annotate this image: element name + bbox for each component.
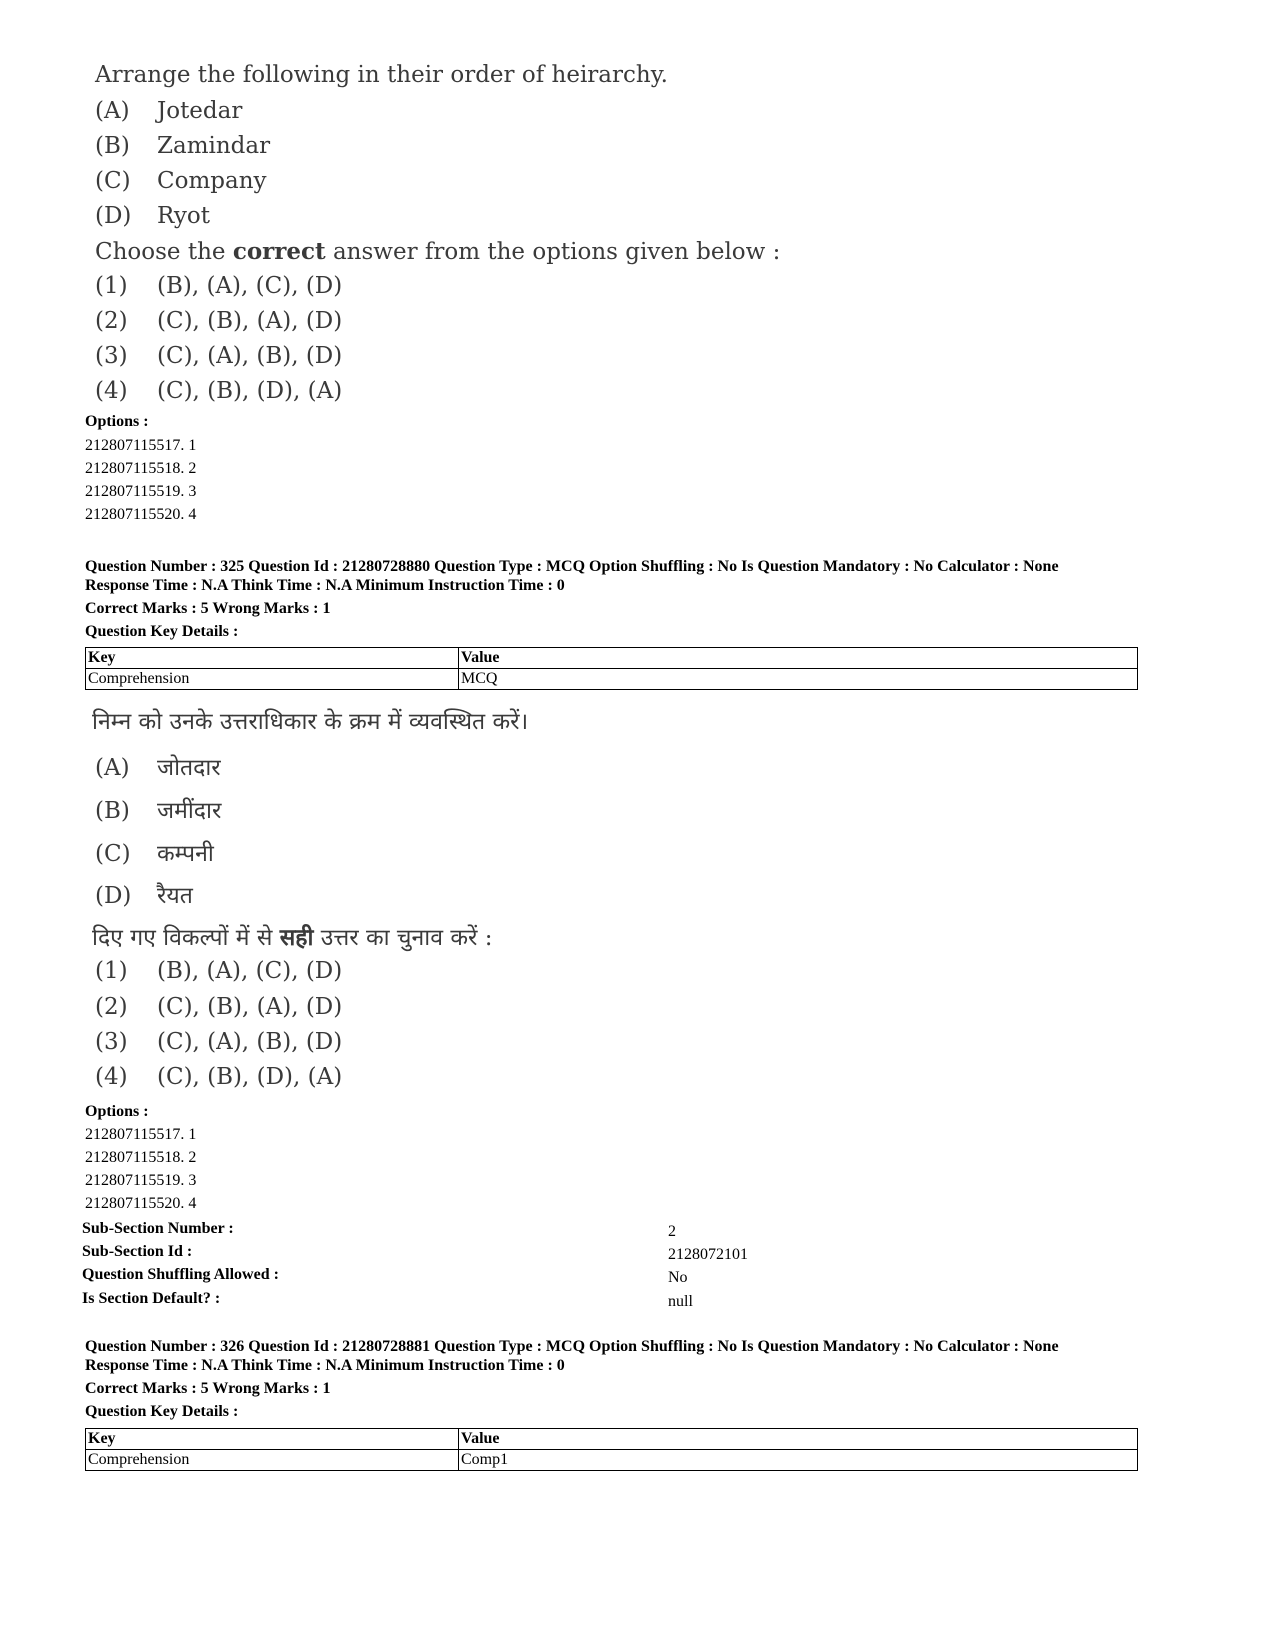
q325-options-heading: Options : bbox=[85, 1103, 149, 1120]
table-cell-key: Comprehension bbox=[86, 1450, 459, 1471]
table-row bbox=[86, 1450, 1138, 1471]
q324-item-c: (C) Company bbox=[95, 168, 267, 194]
q325-key-details-heading: Question Key Details : bbox=[85, 623, 239, 640]
table-row bbox=[86, 669, 1138, 690]
table-cell-key: Comprehension bbox=[86, 669, 459, 690]
table-cell-value: MCQ bbox=[459, 669, 1138, 690]
q326-key-details-heading: Question Key Details : bbox=[85, 1403, 239, 1420]
table-header-value: Value bbox=[459, 648, 1138, 669]
q325-item-a: (A) जोतदार bbox=[95, 755, 221, 781]
q325-option-4: 212807115520. 4 bbox=[85, 1195, 197, 1212]
q324-stem: Arrange the following in their order of heirarchy. bbox=[95, 62, 668, 88]
q325-key-table bbox=[85, 647, 1138, 690]
q325-stem: निम्न को उनके उत्तराधिकार के क्रम में व्यवस्थित करें। bbox=[92, 709, 529, 735]
q325-option-2: 212807115518. 2 bbox=[85, 1149, 197, 1166]
q325-header-line2: Response Time : N.A Think Time : N.A Minimum Instruction Time : 0 bbox=[85, 577, 565, 594]
q324-option-1: 212807115517. 1 bbox=[85, 437, 197, 454]
q325-answer-4: (4) (C), (B), (D), (A) bbox=[95, 1064, 343, 1090]
q324-choose-instruction: Choose the correct answer from the options given below : bbox=[95, 238, 781, 265]
q325-answer-3: (3) (C), (A), (B), (D) bbox=[95, 1029, 343, 1055]
subsection-id-label: Sub-Section Id : bbox=[82, 1243, 193, 1260]
subsection-id-value: 2128072101 bbox=[668, 1246, 748, 1263]
q325-option-3: 212807115519. 3 bbox=[85, 1172, 197, 1189]
section-default-value: null bbox=[668, 1293, 693, 1310]
question-shuffling-label: Question Shuffling Allowed : bbox=[82, 1266, 279, 1283]
question-shuffling-value: No bbox=[668, 1269, 688, 1286]
q325-choose-instruction: दिए गए विकल्पों में से सही उत्तर का चुनाव करें : bbox=[92, 924, 493, 951]
table-cell-value: Comp1 bbox=[459, 1450, 1138, 1471]
q325-item-c: (C) कम्पनी bbox=[95, 841, 214, 867]
table-header-key: Key bbox=[86, 1429, 459, 1450]
q325-option-1: 212807115517. 1 bbox=[85, 1126, 197, 1143]
q324-answer-3: (3) (C), (A), (B), (D) bbox=[95, 343, 343, 369]
q324-answer-4: (4) (C), (B), (D), (A) bbox=[95, 378, 343, 404]
q326-header-line2: Response Time : N.A Think Time : N.A Minimum Instruction Time : 0 bbox=[85, 1357, 565, 1374]
q325-item-b: (B) जमींदार bbox=[95, 798, 222, 824]
q325-marks: Correct Marks : 5 Wrong Marks : 1 bbox=[85, 600, 331, 617]
table-row bbox=[86, 1429, 1138, 1450]
q325-item-d: (D) रैयत bbox=[95, 883, 193, 909]
q324-item-d: (D) Ryot bbox=[95, 203, 210, 229]
q324-option-3: 212807115519. 3 bbox=[85, 483, 197, 500]
q325-answer-2: (2) (C), (B), (A), (D) bbox=[95, 994, 343, 1020]
q325-header-line1: Question Number : 325 Question Id : 21280728880 Question Type : MCQ Option Shuffling : No Is Question Mandatory : No Calculator : None bbox=[85, 558, 1059, 575]
q324-item-b: (B) Zamindar bbox=[95, 133, 271, 159]
table-row bbox=[86, 648, 1138, 669]
q326-key-table bbox=[85, 1428, 1138, 1471]
q324-answer-1: (1) (B), (A), (C), (D) bbox=[95, 273, 343, 299]
section-default-label: Is Section Default? : bbox=[82, 1290, 221, 1307]
q326-header-line1: Question Number : 326 Question Id : 21280728881 Question Type : MCQ Option Shuffling : No Is Question Mandatory : No Calculator : None bbox=[85, 1338, 1059, 1355]
subsection-number-label: Sub-Section Number : bbox=[82, 1220, 234, 1237]
q325-answer-1: (1) (B), (A), (C), (D) bbox=[95, 958, 343, 984]
table-header-value: Value bbox=[459, 1429, 1138, 1450]
q324-answer-2: (2) (C), (B), (A), (D) bbox=[95, 308, 343, 334]
q326-marks: Correct Marks : 5 Wrong Marks : 1 bbox=[85, 1380, 331, 1397]
q324-option-2: 212807115518. 2 bbox=[85, 460, 197, 477]
table-header-key: Key bbox=[86, 648, 459, 669]
q324-option-4: 212807115520. 4 bbox=[85, 506, 197, 523]
q324-options-heading: Options : bbox=[85, 413, 149, 430]
subsection-number-value: 2 bbox=[668, 1223, 676, 1240]
q324-item-a: (A) Jotedar bbox=[95, 98, 243, 124]
